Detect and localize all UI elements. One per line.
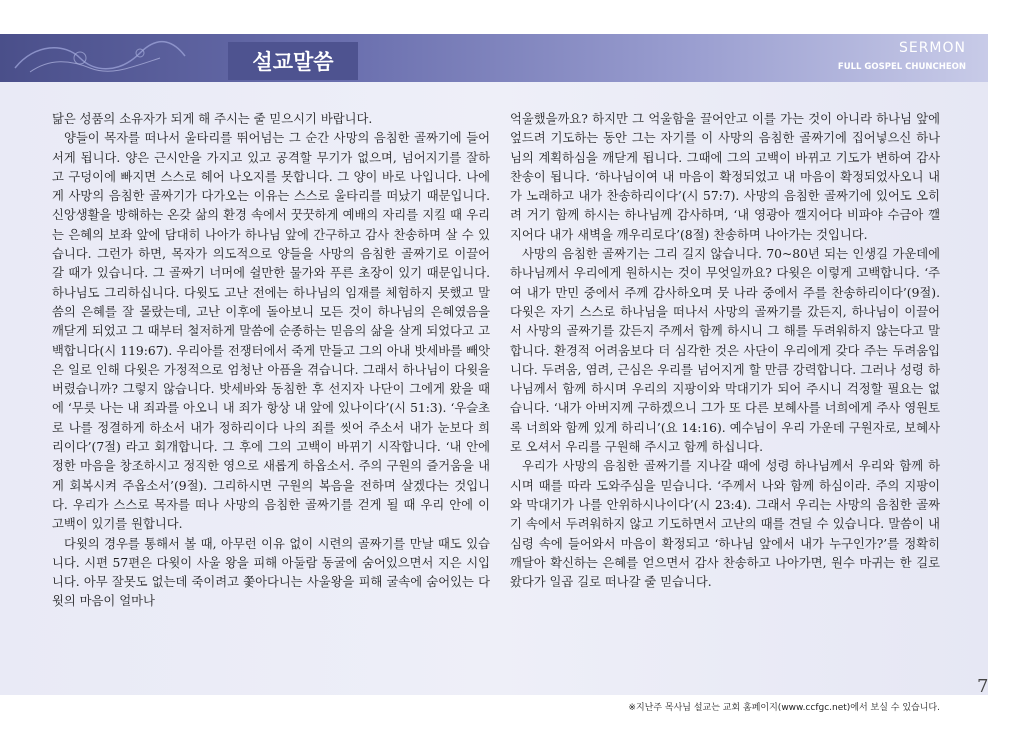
ornament-swirl-icon xyxy=(10,38,190,78)
paragraph: 사망의 음침한 골짜기는 그리 길지 않습니다. 70~80년 되는 인생길 가운데에 하나님께서 우리에게 원하시는 것이 무엇일까요? 다윗은 이렇게 고백합니다. ‘주여 내가 만민 중에서 주께 감사하오며 뭇 나라 중에서 주를 찬송하리이다’(9절). 다윗은 자기 스스로 하나님을 떠나서 사망의 골짜기를 갔든지, 하나님이 이끌어서 사망의 골짜기를 갔든지 주께서 함께 하시니 그 해를 두려워하지 않는다고 말합니다. 환경적 어려움보다 더 심각한 것은 사단이 우리에게 갖다 주는 두려움입니다. 두려움, 염려, 근심은 우리를 넘어지게 할 만큼 강력합니다. 그러나 성령 하나님께서 함께 하시며 우리의 지팡이와 막대기가 되어 주시니 걱정할 필요는 없습니다. ‘내가 아버지께 구하겠으니 그가 또 다른 보혜사를 너희에게 주사 영원토록 너희와 함께 있게 하리니’(요 14:16). 예수님이 우리 가운데 구원자로, 보혜사로 오셔서 우리를 구원해 주시고 함께 하십니다. xyxy=(510,247,940,455)
page-number: 7 xyxy=(977,676,989,697)
header-banner xyxy=(0,34,988,82)
sermon-label: SERMON xyxy=(898,40,966,56)
paragraph: 닮은 성품의 소유자가 되게 해 주시는 줄 믿으시기 바랍니다. xyxy=(52,112,373,126)
paragraph: 억울했을까요? 하지만 그 억울함을 끌어안고 이를 가는 것이 아니라 하나님 앞에 엎드려 기도하는 동안 그는 자기를 이 사망의 음침한 골짜기에 집어넣으신 하나님의 계획하심을 깨닫게 됩니다. 그때에 그의 고백이 바뀌고 기도가 변하여 감사 찬송이 됩니다. ‘하나님이여 내 마음이 확정되었고 내 마음이 확정되었사오니 내가 노래하고 내가 찬송하리이다’(시 57:7). 사망의 음침한 골짜기에 있어도 오히려 거기 함께 하시는 하나님께 감사하며, ‘내 영광아 깰지어다 비파야 수금아 깰지어다 내가 새벽을 깨우리로다’(8절) 찬송하며 나아가는 것입니다. xyxy=(510,112,940,242)
paragraph: 양들이 목자를 떠나서 울타리를 뛰어넘는 그 순간 사망의 음침한 골짜기에 들어서게 됩니다. 양은 근시안을 가지고 있고 공격할 무기가 없으며, 넘어지기를 잘하고 구덩이에 빠지면 스스로 헤어 나오지를 못합니다. 그 양이 바로 나입니다. 나에게 사망의 음침한 골짜기가 다가오는 이유는 스스로 울타리를 떠났기 때문입니다. 신앙생활을 방해하는 온갖 삶의 환경 속에서 꿋꿋하게 예배의 자리를 지킬 때 우리는 은혜의 보좌 앞에 담대히 나아가 하나님 앞에 간구하고 감사 찬송하며 살 수 있습니다. 그런가 하면, 목자가 의도적으로 양들을 사망의 음침한 골짜기로 이끌어 갈 때가 있습니다. 그 골짜기 너머에 쉴만한 물가와 푸른 초장이 있기 때문입니다. 하나님도 그리하십니다. 다윗도 고난 전에는 하나님의 임재를 체험하지 못했고 말씀의 은혜를 잘 몰랐는데, 고난 이후에 돌아보니 모든 것이 하나님의 은혜였음을 깨닫게 되었고 그 때부터 철저하게 말씀에 순종하는 믿음의 삶을 살게 되었다고 고백합니다(시 119:67). 우리아를 전쟁터에서 죽게 만들고 그의 아내 밧세바를 빼앗은 일로 인해 다윗은 가정적으로 엄청난 아픔을 겪습니다. 그래서 하나님이 다윗을 버렸습니까? 그렇지 않습니다. 밧세바와 동침한 후 선지자 나단이 그에게 왔을 때에 ‘무릇 나는 내 죄과를 아오니 내 죄가 항상 내 앞에 있나이다’(시 51:3). ‘우슬초로 나를 정결하게 하소서 내가 정하리이다 나의 죄를 씻어 주소서 내가 눈보다 희리이다’(7절) 라고 회개합니다. 그 후에 그의 고백이 바뀌기 시작합니다. ‘내 안에 정한 마음을 창조하시고 정직한 영으로 새롭게 하옵소서. 주의 구원의 즐거움을 내게 회복시켜 주옵소서’(9절). 그리하시면 구원의 복음을 전하며 살겠다는 것입니다. 우리가 스스로 목자를 떠나 사망의 음침한 골짜기를 걷게 될 때 우리 안에 이 고백이 있기를 원합니다. xyxy=(52,131,490,532)
church-name: FULL GOSPEL CHUNCHEON xyxy=(837,62,966,72)
section-title: 설교말씀 xyxy=(228,42,358,80)
paragraph: 우리가 사망의 음침한 골짜기를 지나갈 때에 성령 하나님께서 우리와 함께 하시며 때를 따라 도와주심을 믿습니다. ‘주께서 나와 함께 하심이라. 주의 지팡이와 막대기가 나를 안위하시나이다’(시 23:4). 그래서 우리는 사망의 음침한 골짜기 속에서 두려워하지 않고 기도하면서 고난의 때를 견딜 수 있습니다. 말씀이 내 심령 속에 들어와서 마음이 확정되고 ‘하나님 앞에서 내가 누구인가?’를 정확히 깨달아 확신하는 은혜를 얻으면서 감사 찬송하고 나아가면, 원수 마귀는 한 길로 왔다가 일곱 길로 떠나갈 줄 믿습니다. xyxy=(510,459,940,590)
footnote: ※지난주 목사님 설교는 교회 홈페이지(www.ccfgc.net)에서 보실 수 있습니다. xyxy=(628,703,940,713)
left-column xyxy=(52,110,490,612)
paragraph: 다윗의 경우를 통해서 볼 때, 아무런 이유 없이 시련의 골짜기를 만날 때도 있습니다. 시편 57편은 다윗이 사울 왕을 피해 아둘람 동굴에 숨어있으면서 지은 시입니다. 아무 잘못도 없는데 죽이려고 쫓아다니는 사울왕을 피해 굴속에 숨어있는 다윗의 마음이 얼마나 xyxy=(52,536,490,609)
right-column xyxy=(510,110,940,592)
